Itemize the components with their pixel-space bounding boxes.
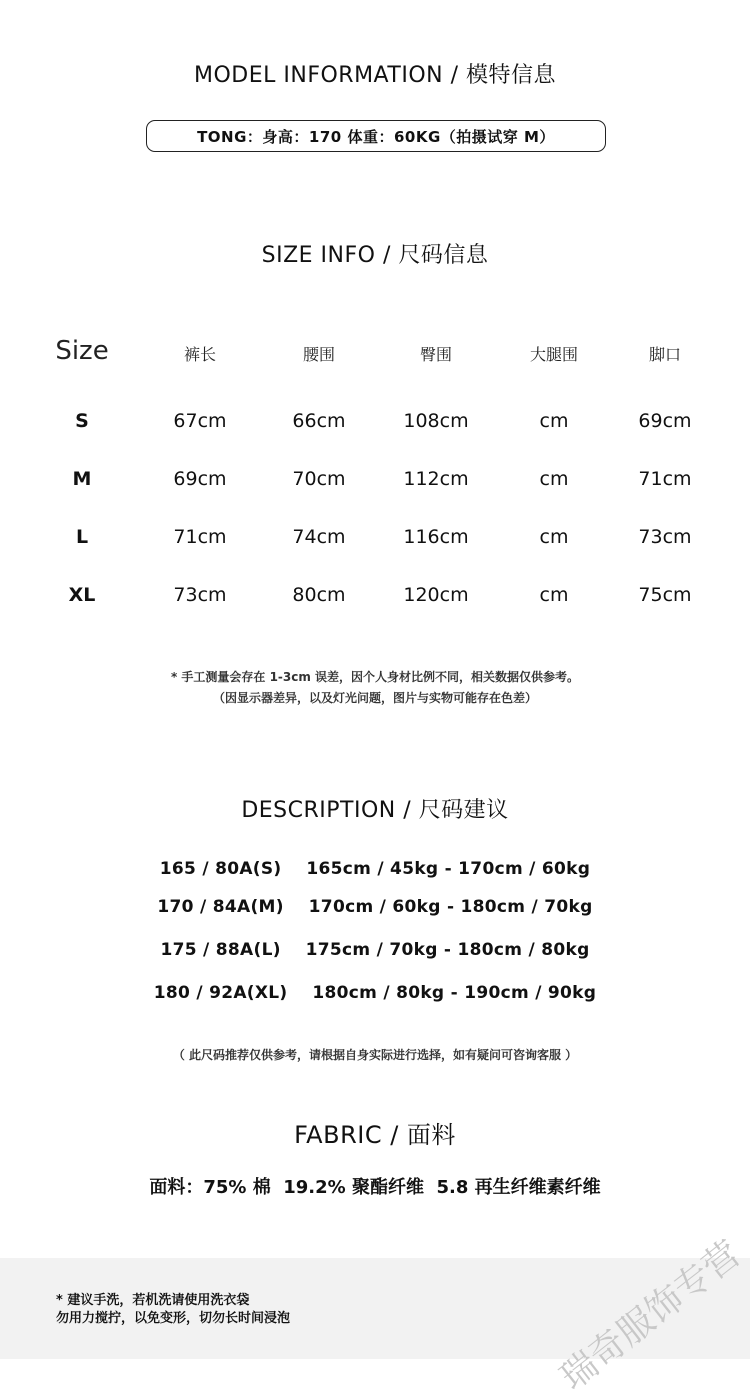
table-cell: 73cm [173, 584, 227, 606]
table-cell: 66cm [292, 410, 346, 432]
table-row-label: XL [68, 584, 96, 606]
table-cell: cm [539, 584, 569, 606]
description-note: （ 此尺码推荐仅供参考，请根据自身实际进行选择，如有疑问可咨询客服 ） [172, 1048, 578, 1062]
table-cell: 70cm [292, 468, 346, 490]
table-cell: cm [539, 468, 569, 490]
model-info-title: MODEL INFORMATION / 模特信息 [193, 63, 556, 88]
table-cell: 112cm [403, 468, 469, 490]
length-header: 裤长 [183, 345, 216, 364]
table-cell: 80cm [292, 584, 346, 606]
table-cell: 74cm [292, 526, 346, 548]
description-line: 165 / 80A(S) 165cm / 45kg - 170cm / 60kg [159, 859, 591, 879]
table-cell: 71cm [173, 526, 227, 548]
model-info-box [146, 120, 606, 152]
measurement-note: * 手工测量会存在 1-3cm 误差，因个人身材比例不同，相关数据仅供参考。 [170, 670, 580, 684]
table-cell: cm [539, 526, 569, 548]
size-info-title: SIZE INFO / 尺码信息 [261, 243, 489, 268]
table-cell: 67cm [173, 410, 227, 432]
fabric-detail: 面料：75% 棉 19.2% 聚酯纤维 5.8 再生纤维素纤维 [149, 1177, 601, 1198]
fabric-title: FABRIC / 面料 [294, 1121, 456, 1149]
color-note: （因显示器差异，以及灯光问题，图片与实物可能存在色差） [212, 691, 537, 705]
table-cell: 69cm [638, 410, 692, 432]
store-watermark: 瑞奇服饰专营 [552, 1233, 749, 1399]
table-row-label: M [72, 468, 92, 490]
description-line: 180 / 92A(XL) 180cm / 80kg - 190cm / 90kg [153, 983, 597, 1003]
care-line-1: * 建议手洗，若机洗请使用洗衣袋 [56, 1293, 250, 1308]
table-cell: 73cm [638, 526, 692, 548]
table-cell: 116cm [403, 526, 469, 548]
table-cell: 69cm [173, 468, 227, 490]
description-line: 170 / 84A(M) 170cm / 60kg - 180cm / 70kg [157, 897, 593, 917]
description-title: DESCRIPTION / 尺码建议 [241, 798, 509, 823]
table-row-label: L [75, 526, 89, 548]
care-line-2: 勿用力搅拧，以免变形，切勿长时间浸泡 [56, 1311, 291, 1326]
hip-header: 臀围 [419, 345, 452, 364]
waist-header: 腰围 [302, 345, 335, 364]
table-row-label: S [75, 410, 89, 432]
hem-header: 脚口 [648, 345, 681, 364]
description-line: 175 / 88A(L) 175cm / 70kg - 180cm / 80kg [160, 940, 590, 960]
table-cell: 75cm [638, 584, 692, 606]
thigh-header: 大腿围 [529, 345, 578, 364]
table-cell: 120cm [403, 584, 469, 606]
table-cell: 108cm [403, 410, 469, 432]
table-cell: 71cm [638, 468, 692, 490]
size-header: Size [55, 336, 109, 366]
table-cell: cm [539, 410, 569, 432]
model-info-text: TONG：身高：170 体重：60KG（拍摄试穿 M） [197, 127, 555, 146]
